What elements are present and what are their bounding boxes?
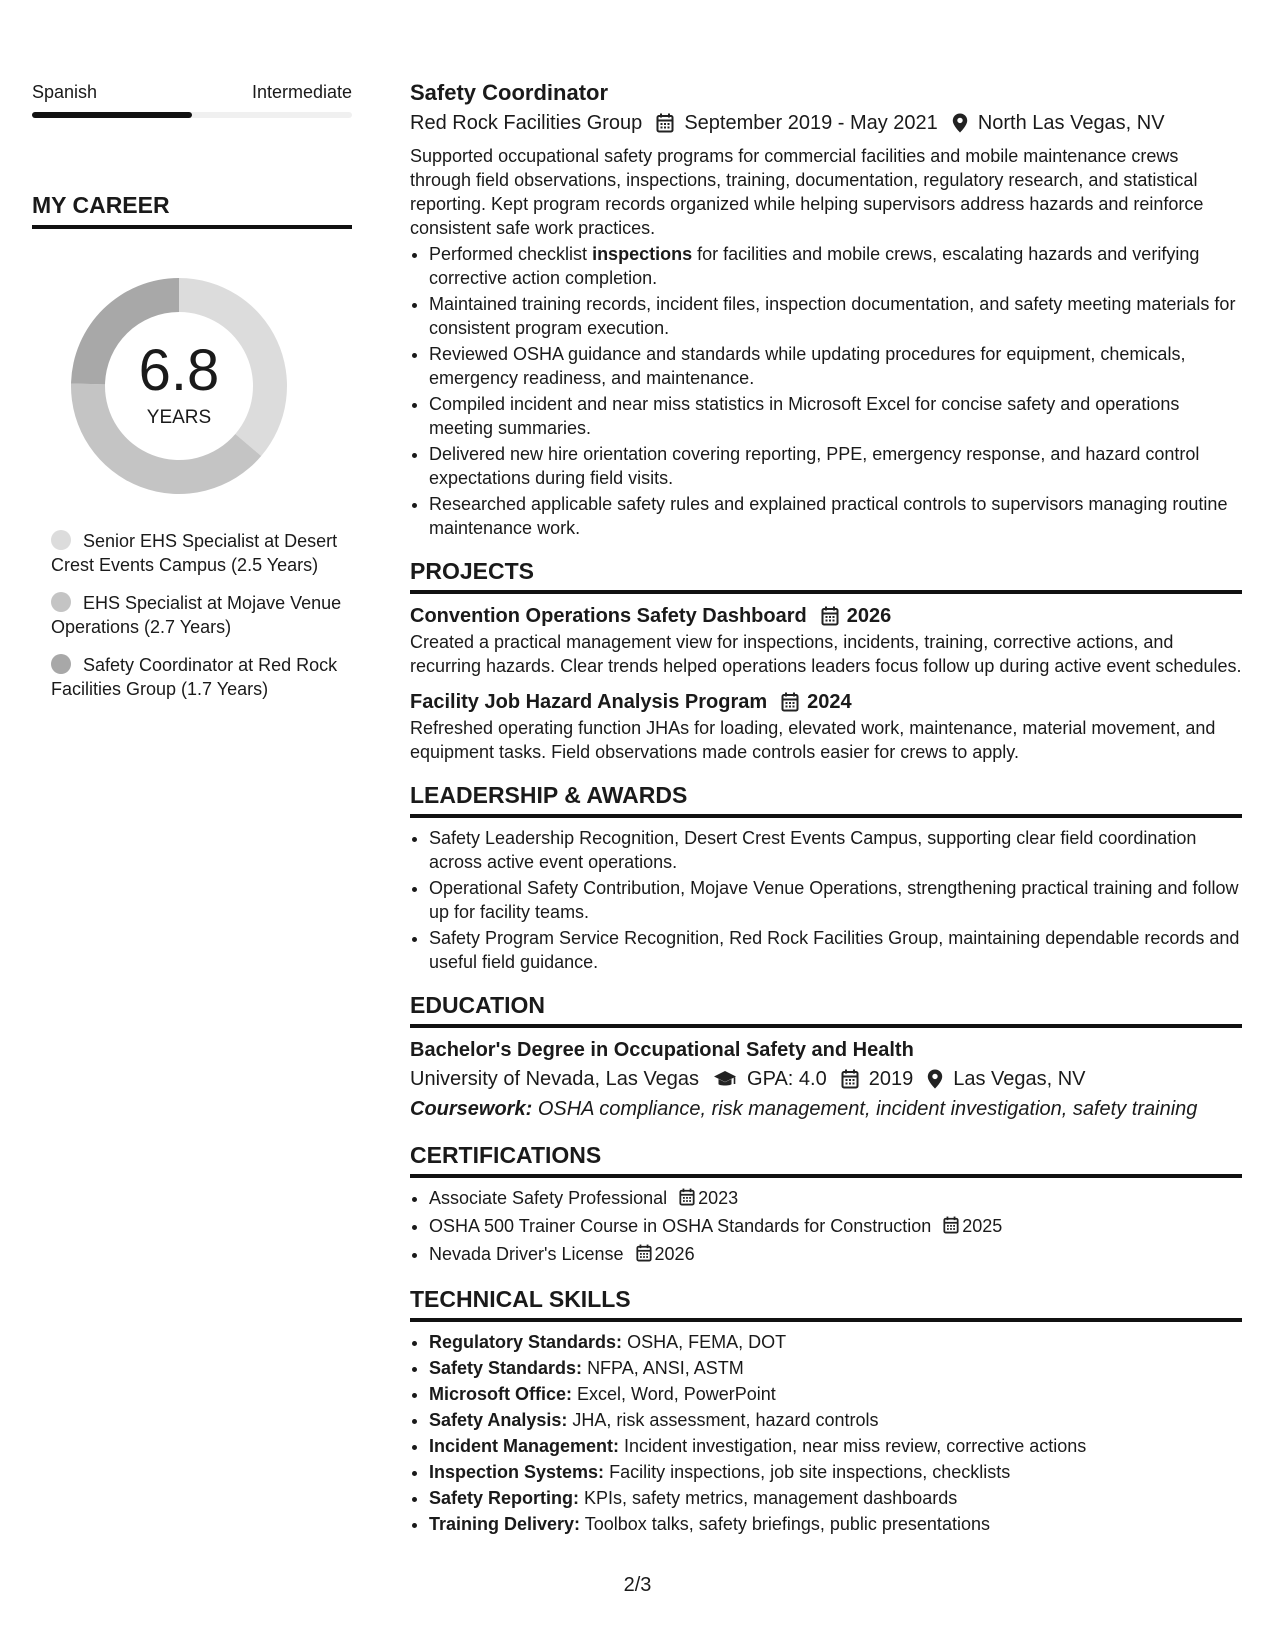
- career-legend-item: [51, 591, 352, 639]
- leadership-item: • Operational Safety Contribution, Mojave Venue Operations, strengthening practical training and follow up for facility teams.: [429, 876, 1242, 924]
- career-legend-item: [51, 529, 352, 577]
- skills-heading: TECHNICAL SKILLS: [410, 1284, 1242, 1322]
- skill-value: Toolbox talks, safety briefings, public presentations: [584, 1514, 990, 1534]
- job-location: North Las Vegas, NV: [977, 112, 1165, 134]
- education-meta: [410, 1064, 1242, 1094]
- project-title: Convention Operations Safety Dashboard: [410, 605, 807, 627]
- coursework-text: OSHA compliance, risk management, incident investigation, safety training: [537, 1098, 1198, 1120]
- job-bullet: • Maintained training records, incident files, inspection documentation, and safety meeting materials for consistent program execution.: [429, 292, 1242, 340]
- skill-item: [429, 1330, 1242, 1354]
- job-bullet: • Reviewed OSHA guidance and standards while updating procedures for equipment, chemicals, emergency readiness, and maintenance.: [429, 342, 1242, 390]
- skill-item: [429, 1486, 1242, 1510]
- job-bullet: [429, 242, 1242, 290]
- calendar-icon: [821, 606, 839, 626]
- skill-value: Excel, Word, PowerPoint: [577, 1384, 776, 1404]
- job-bullet: • Researched applicable safety rules and explained practical controls to supervisors managing routine maintenance work.: [429, 492, 1242, 540]
- skill-label: Training Delivery:: [429, 1514, 581, 1534]
- certification-name: OSHA 500 Trainer Course in OSHA Standards for Construction: [429, 1216, 932, 1236]
- leadership-item: • Safety Program Service Recognition, Red Rock Facilities Group, maintaining dependable records and useful field guidance.: [429, 926, 1242, 974]
- leadership-item: • Safety Leadership Recognition, Desert Crest Events Campus, supporting clear field coordination across active event operations.: [429, 826, 1242, 874]
- certification-item: [429, 1242, 1242, 1268]
- skill-label: Inspection Systems:: [429, 1462, 605, 1482]
- project-title: Facility Job Hazard Analysis Program: [410, 691, 768, 713]
- skill-item: [429, 1356, 1242, 1380]
- calendar-icon: [636, 1244, 652, 1268]
- legend-dot: [51, 592, 71, 612]
- education-heading: EDUCATION: [410, 990, 1242, 1028]
- leadership-heading: LEADERSHIP & AWARDS: [410, 780, 1242, 818]
- projects-section: [410, 556, 1242, 764]
- skill-value: JHA, risk assessment, hazard controls: [572, 1410, 879, 1430]
- total-years-unit: YEARS: [146, 407, 212, 428]
- certification-year: 2025: [962, 1216, 1003, 1236]
- skill-item: [429, 1408, 1242, 1432]
- certification-year: 2023: [698, 1188, 739, 1208]
- language-progress-fill: [32, 112, 192, 118]
- skill-label: Safety Standards:: [429, 1358, 583, 1378]
- skills-section: [410, 1284, 1242, 1536]
- skill-label: Incident Management:: [429, 1436, 620, 1456]
- graduation-cap-icon: [713, 1069, 737, 1089]
- calendar-icon: [679, 1188, 695, 1212]
- career-legend-item: [51, 653, 352, 701]
- education-section: [410, 990, 1242, 1124]
- skill-item: [429, 1460, 1242, 1484]
- certification-year: 2026: [654, 1244, 695, 1264]
- job-company: Red Rock Facilities Group: [410, 112, 643, 134]
- skill-value: KPIs, safety metrics, management dashboards: [584, 1488, 958, 1508]
- certification-item: [429, 1186, 1242, 1212]
- graduation-year: 2019: [868, 1068, 914, 1090]
- job-bullet-bold: inspections: [592, 244, 693, 264]
- project-title-row: [410, 688, 1242, 716]
- skill-item: [429, 1512, 1242, 1536]
- projects-heading: PROJECTS: [410, 556, 1242, 594]
- language-progress-bar: [32, 112, 352, 118]
- career-heading: MY CAREER: [32, 192, 352, 229]
- job-meta: [410, 108, 1242, 138]
- project-year: 2026: [846, 605, 892, 627]
- job-dates: September 2019 - May 2021: [684, 112, 938, 134]
- gpa: GPA: 4.0: [747, 1068, 827, 1090]
- skill-value: OSHA, FEMA, DOT: [627, 1332, 787, 1352]
- sidebar: [32, 80, 352, 715]
- certifications-heading: CERTIFICATIONS: [410, 1140, 1242, 1178]
- skill-label: Safety Analysis:: [429, 1410, 568, 1430]
- job-title: Safety Coordinator: [410, 80, 609, 105]
- leadership-section: [410, 780, 1242, 974]
- degree-title: Bachelor's Degree in Occupational Safety and Health: [410, 1039, 914, 1061]
- skill-value: NFPA, ANSI, ASTM: [587, 1358, 744, 1378]
- legend-dot: [51, 654, 71, 674]
- project-item: [410, 602, 1242, 678]
- certification-name: Associate Safety Professional: [429, 1188, 668, 1208]
- skill-label: Safety Reporting:: [429, 1488, 580, 1508]
- skill-item: [429, 1382, 1242, 1406]
- calendar-icon: [781, 692, 799, 712]
- main-content: [410, 78, 1242, 1538]
- career-legend-text: EHS Specialist at Mojave Venue Operations (2.7 Years): [51, 593, 342, 637]
- map-pin-icon: [952, 113, 968, 133]
- skill-item: [429, 1434, 1242, 1458]
- career-legend-text: Senior EHS Specialist at Desert Crest Events Campus (2.5 Years): [51, 531, 338, 575]
- skill-label: Microsoft Office:: [429, 1384, 573, 1404]
- skill-label: Regulatory Standards:: [429, 1332, 623, 1352]
- page-number: 2/3: [623, 1574, 652, 1596]
- school-location: Las Vegas, NV: [953, 1068, 1086, 1090]
- calendar-icon: [656, 113, 674, 133]
- project-title-row: [410, 602, 1242, 630]
- certifications-list: [410, 1186, 1242, 1268]
- calendar-icon: [841, 1069, 859, 1089]
- job-bullet: • Compiled incident and near miss statistics in Microsoft Excel for concise safety and operations meeting summaries.: [429, 392, 1242, 440]
- coursework: [410, 1094, 1242, 1124]
- career-donut-chart: [66, 273, 292, 499]
- career-legend-text: Safety Coordinator at Red Rock Facilities Group (1.7 Years): [51, 655, 338, 699]
- language-row: [32, 80, 352, 104]
- job-description: Supported occupational safety programs for commercial facilities and mobile maintenance crews through field observations, inspections, training, documentation, regulatory research, and statistical reporting. Kept program records organized while helping supervisors address hazards and reinforce consistent safe work practices.: [410, 146, 1204, 238]
- school-name: University of Nevada, Las Vegas: [410, 1068, 700, 1090]
- language-name: Spanish: [32, 82, 98, 102]
- total-years-value: 6.8: [138, 338, 220, 403]
- job-entry: [410, 78, 1242, 540]
- skill-value: Facility inspections, job site inspections, checklists: [609, 1462, 1011, 1482]
- skills-list: [410, 1330, 1242, 1536]
- project-year: 2024: [807, 691, 852, 713]
- certifications-section: [410, 1140, 1242, 1268]
- language-level: Intermediate: [251, 82, 352, 102]
- calendar-icon: [943, 1216, 959, 1240]
- job-bullet: • Delivered new hire orientation covering reporting, PPE, emergency response, and hazard control expectations during field visits.: [429, 442, 1242, 490]
- leadership-list: [410, 826, 1242, 974]
- certification-name: Nevada Driver's License: [429, 1244, 624, 1264]
- project-item: [410, 688, 1242, 764]
- career-legend: [32, 529, 352, 701]
- project-description: Created a practical management view for inspections, incidents, training, corrective actions, and recurring hazards. Clear trends helped operations leaders focus follow up during active event schedules.: [410, 632, 1242, 676]
- job-bullet-text: for facilities and mobile crews, escalating hazards and verifying corrective action completion.: [429, 244, 1200, 288]
- legend-dot: [51, 530, 71, 550]
- skill-value: Incident investigation, near miss review, corrective actions: [624, 1436, 1087, 1456]
- certification-item: [429, 1214, 1242, 1240]
- project-description: Refreshed operating function JHAs for loading, elevated work, maintenance, material movement, and equipment tasks. Field observations made controls easier for crews to apply.: [410, 718, 1216, 762]
- coursework-label: Coursework:: [410, 1098, 533, 1120]
- job-bullets: [410, 242, 1242, 540]
- map-pin-icon: [927, 1069, 943, 1089]
- job-bullet-text: Performed checklist: [429, 244, 593, 264]
